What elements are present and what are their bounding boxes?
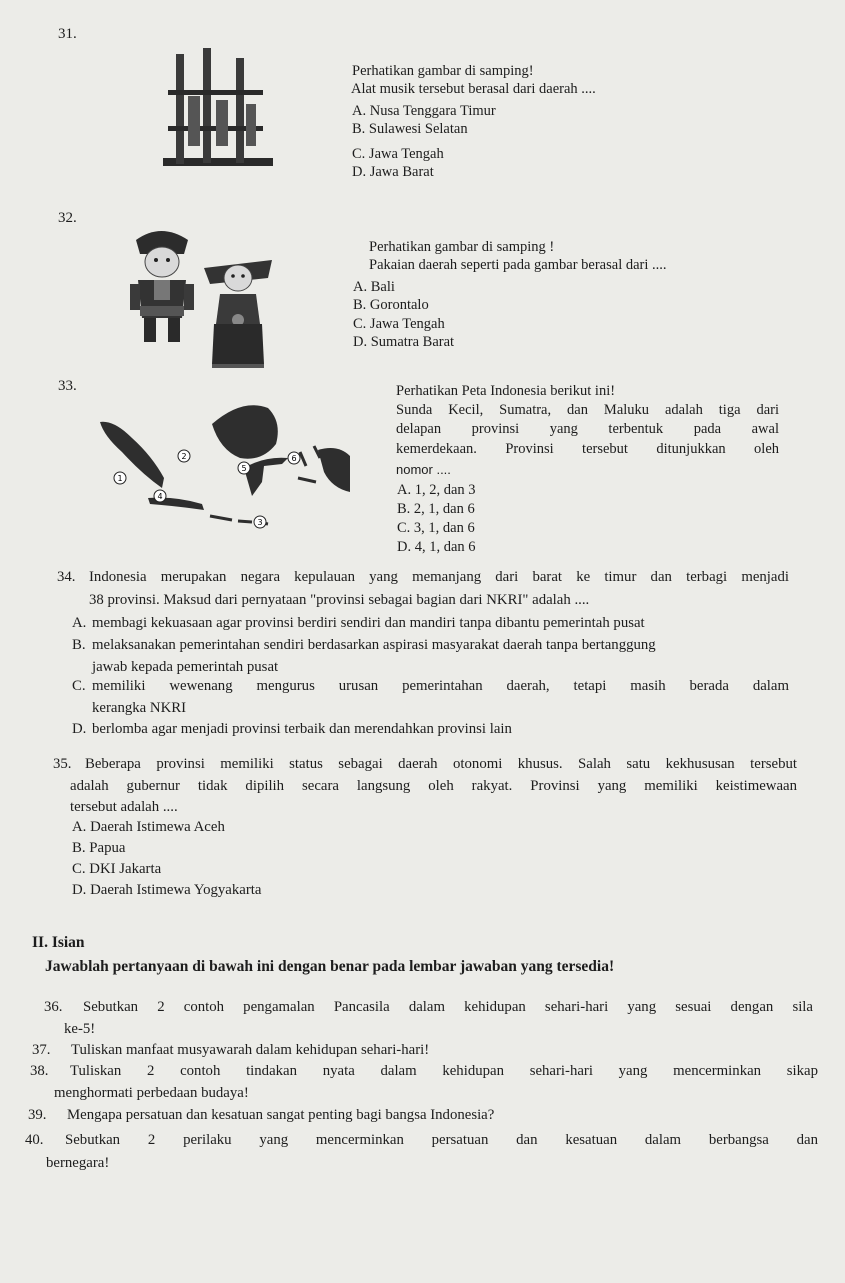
indonesia-map-image bbox=[92, 392, 354, 542]
q37-number: 37. bbox=[32, 1042, 51, 1058]
q34-option-c-text-1[interactable]: memiliki wewenang mengurus urusan pemerintahan daerah, tetapi masih berada dalam bbox=[92, 678, 789, 694]
map-label-5: 5 bbox=[241, 464, 247, 473]
q32-option-a[interactable]: A. Bali bbox=[353, 279, 395, 295]
q32-option-d[interactable]: D. Sumatra Barat bbox=[353, 334, 455, 350]
q37-line-1: Tuliskan manfaat musyawarah dalam kehidupan sehari-hari! bbox=[71, 1042, 430, 1058]
q35-line-1: Beberapa provinsi memiliki status sebagai daerah otonomi khusus. Salah satu kekhususan tersebut bbox=[85, 756, 797, 772]
map-label-4: 4 bbox=[157, 492, 163, 501]
q33-line-1: Sunda Kecil, Sumatra, dan Maluku adalah tiga dari bbox=[396, 402, 779, 418]
q31-option-c[interactable]: C. Jawa Tengah bbox=[352, 146, 444, 162]
q35-option-b[interactable]: B. Papua bbox=[72, 840, 126, 856]
q40-line-1: Sebutkan 2 perilaku yang mencerminkan persatuan dan kesatuan dalam berbangsa dan bbox=[65, 1132, 818, 1148]
q32-option-c[interactable]: C. Jawa Tengah bbox=[353, 316, 445, 332]
q31-option-a[interactable]: A. Nusa Tenggara Timur bbox=[352, 103, 496, 119]
q33-option-c[interactable]: C. 3, 1, dan 6 bbox=[397, 520, 475, 536]
q33-intro: Perhatikan Peta Indonesia berikut ini! bbox=[396, 383, 616, 399]
q33-option-b[interactable]: B. 2, 1, dan 6 bbox=[397, 501, 475, 517]
q38-line-2: menghormati perbedaan budaya! bbox=[54, 1085, 249, 1101]
angklung-image bbox=[158, 48, 278, 178]
q31-number: 31. bbox=[58, 26, 77, 42]
q38-number: 38. bbox=[30, 1063, 49, 1079]
q34-option-b-text-1[interactable]: melaksanakan pemerintahan sendiri berdasarkan aspirasi masyarakat daerah tanpa bertanggung bbox=[92, 637, 656, 653]
q35-line-3: tersebut adalah .... bbox=[70, 799, 178, 815]
map-label-3: 3 bbox=[257, 518, 263, 527]
q31-question: Alat musik tersebut berasal dari daerah .... bbox=[351, 81, 596, 97]
q35-option-a[interactable]: A. Daerah Istimewa Aceh bbox=[72, 819, 225, 835]
map-label-6: 6 bbox=[291, 454, 297, 463]
q34-option-d-letter[interactable]: D. bbox=[72, 721, 87, 737]
q39-number: 39. bbox=[28, 1107, 47, 1123]
q31-option-d[interactable]: D. Jawa Barat bbox=[352, 164, 434, 180]
q34-option-c-text-2[interactable]: kerangka NKRI bbox=[92, 700, 187, 716]
q32-question: Pakaian daerah seperti pada gambar berasal dari .... bbox=[369, 257, 667, 273]
q36-number: 36. bbox=[44, 999, 63, 1015]
map-label-2: 2 bbox=[181, 452, 187, 461]
q40-line-2: bernegara! bbox=[46, 1155, 110, 1171]
q32-intro: Perhatikan gambar di samping ! bbox=[369, 239, 555, 255]
q32-number: 32. bbox=[58, 210, 77, 226]
q34-option-b-text-2[interactable]: jawab kepada pemerintah pusat bbox=[92, 659, 279, 675]
q34-option-c-letter[interactable]: C. bbox=[72, 678, 86, 694]
section-heading: II. Isian bbox=[32, 934, 85, 951]
q33-option-a[interactable]: A. 1, 2, dan 3 bbox=[397, 482, 476, 498]
q34-option-b-letter[interactable]: B. bbox=[72, 637, 86, 653]
q35-option-c[interactable]: C. DKI Jakarta bbox=[72, 861, 162, 877]
q35-option-d[interactable]: D. Daerah Istimewa Yogyakarta bbox=[72, 882, 262, 898]
q31-option-b[interactable]: B. Sulawesi Selatan bbox=[352, 121, 468, 137]
q40-number: 40. bbox=[25, 1132, 44, 1148]
q33-line-4: nomor .... bbox=[396, 462, 451, 477]
section-instruction: Jawablah pertanyaan di bawah ini dengan benar pada lembar jawaban yang tersedia! bbox=[45, 958, 615, 975]
q34-option-a-text[interactable]: membagi kekuasaan agar provinsi berdiri sendiri dan mandiri tanpa dibantu pemerintah pusat bbox=[92, 615, 645, 631]
map-label-1: 1 bbox=[117, 474, 123, 483]
q32-option-b[interactable]: B. Gorontalo bbox=[353, 297, 429, 313]
q39-line-1: Mengapa persatuan dan kesatuan sangat penting bagi bangsa Indonesia? bbox=[67, 1107, 495, 1123]
q34-number: 34. bbox=[57, 569, 76, 585]
q31-intro: Perhatikan gambar di samping! bbox=[352, 63, 534, 79]
q38-line-1: Tuliskan 2 contoh tindakan nyata dalam kehidupan sehari-hari yang mencerminkan sikap bbox=[70, 1063, 818, 1079]
q35-number: 35. bbox=[53, 756, 72, 772]
q35-line-2: adalah gubernur tidak dipilih secara langsung oleh rakyat. Provinsi yang memiliki keistimewaan bbox=[70, 778, 797, 794]
q33-number: 33. bbox=[58, 378, 77, 394]
q36-line-2: ke-5! bbox=[64, 1021, 96, 1037]
q36-line-1: Sebutkan 2 contoh pengamalan Pancasila dalam kehidupan sehari-hari yang sesuai dengan sila bbox=[83, 999, 813, 1015]
traditional-costume-image bbox=[126, 224, 276, 372]
q33-line-2: delapan provinsi yang terbentuk pada awal bbox=[396, 421, 779, 437]
q34-line-2: 38 provinsi. Maksud dari pernyataan "provinsi sebagai bagian dari NKRI" adalah .... bbox=[89, 592, 590, 608]
q34-option-a-letter[interactable]: A. bbox=[72, 615, 87, 631]
q34-line-1: Indonesia merupakan negara kepulauan yang memanjang dari barat ke timur dan terbagi menjadi bbox=[89, 569, 789, 585]
q33-line-3: kemerdekaan. Provinsi tersebut ditunjukkan oleh bbox=[396, 441, 779, 457]
q34-option-d-text[interactable]: berlomba agar menjadi provinsi terbaik dan merendahkan provinsi lain bbox=[92, 721, 512, 737]
q33-option-d[interactable]: D. 4, 1, dan 6 bbox=[397, 539, 476, 555]
